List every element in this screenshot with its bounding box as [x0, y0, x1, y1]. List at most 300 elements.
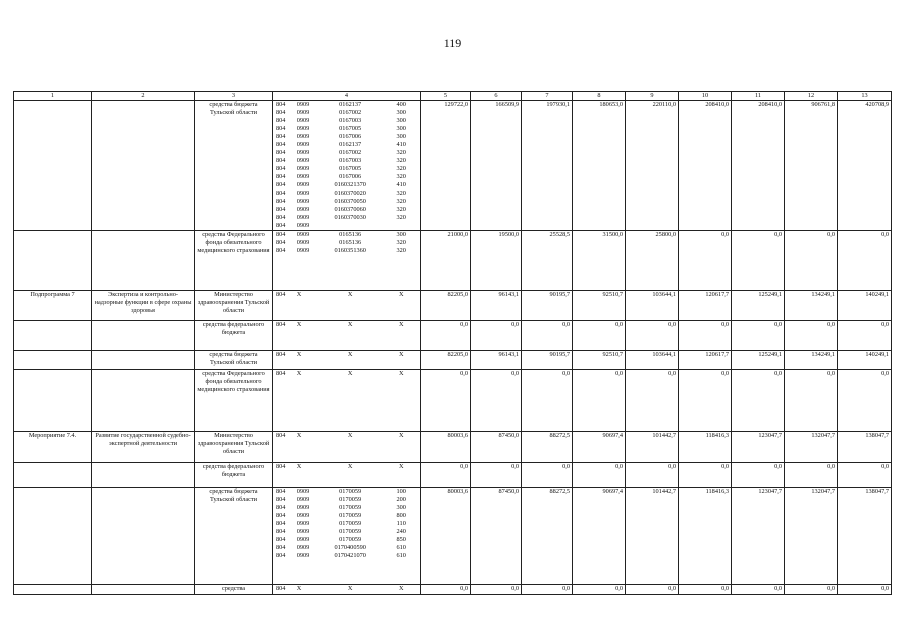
amount-cell: 92510,7	[573, 291, 626, 321]
source-cell: Министерство здравоохранения Тульской области	[195, 432, 273, 463]
amount-cell: 80003,6	[421, 488, 471, 585]
source-cell: средства бюджета Тульской области	[195, 351, 273, 370]
amount-cell: 197930,1	[522, 101, 573, 231]
budget-code-cell	[273, 463, 421, 488]
amount-cell: 19500,0	[471, 231, 522, 291]
grbs-code: 804	[276, 133, 286, 141]
section-code: 0909	[296, 496, 310, 504]
target-article-code: 0162137	[339, 141, 362, 149]
section-code: 0909	[296, 221, 310, 229]
amount-cell: 208410,0	[679, 101, 732, 231]
header-cell: 13	[838, 92, 892, 101]
target-article-code-column	[316, 291, 385, 299]
target-article-code-column	[316, 351, 385, 359]
amount-cell: 87450,0	[471, 432, 522, 463]
expense-type-code: X	[398, 351, 404, 358]
amount-cell: 0,0	[626, 370, 679, 432]
target-article-code-column	[316, 370, 385, 378]
target-article-code: 0160351360	[334, 247, 366, 255]
amount-cell: 96143,1	[471, 351, 522, 370]
section-code-column	[297, 585, 316, 593]
amount-cell: 125249,1	[732, 351, 785, 370]
amount-cell: 0,0	[522, 370, 573, 432]
budget-code-cell	[273, 432, 421, 463]
amount-cell: 0,0	[785, 463, 838, 488]
amount-cell: 101442,7	[626, 488, 679, 585]
header-cell: 6	[471, 92, 522, 101]
amount-cell: 0,0	[732, 370, 785, 432]
expense-type-code: 410	[396, 141, 406, 149]
table-row	[14, 101, 892, 231]
target-article-code-column	[316, 432, 385, 440]
section-code: 0909	[296, 101, 310, 108]
grbs-code-column	[275, 463, 297, 471]
amount-cell: 90195,7	[522, 291, 573, 321]
grbs-code: 804	[276, 165, 286, 173]
grbs-code: 804	[276, 205, 286, 213]
header-cell: 8	[573, 92, 626, 101]
grbs-code-column	[275, 101, 297, 230]
target-article-code: 0170421070	[334, 552, 366, 560]
expense-type-code: 610	[396, 552, 406, 560]
grbs-code: 804	[276, 197, 286, 205]
section-code: 0909	[296, 213, 310, 221]
expense-type-code: 320	[396, 165, 406, 173]
grbs-code: 804	[276, 463, 286, 470]
program-cell: Подпрограмма 7	[14, 291, 92, 321]
name-cell	[92, 321, 195, 351]
expense-type-code-column	[384, 351, 418, 359]
grbs-code-column	[275, 291, 297, 299]
section-code: 0909	[296, 149, 310, 157]
grbs-code-column	[275, 351, 297, 359]
program-cell	[14, 488, 92, 585]
target-article-code: X	[347, 585, 353, 592]
amount-cell: 103644,1	[626, 291, 679, 321]
section-code-column	[297, 432, 316, 440]
grbs-code: 804	[276, 109, 286, 117]
header-cell: 4	[273, 92, 421, 101]
expense-type-code: 300	[396, 125, 406, 133]
budget-code-group	[275, 101, 418, 230]
section-code: X	[296, 291, 302, 298]
section-code-column	[297, 463, 316, 471]
grbs-code: 804	[276, 101, 286, 108]
expense-type-code: 850	[396, 536, 406, 544]
budget-code-cell	[273, 370, 421, 432]
amount-cell: 0,0	[626, 463, 679, 488]
expense-type-code: 320	[396, 157, 406, 165]
amount-cell: 87450,0	[471, 488, 522, 585]
section-code-column	[297, 231, 316, 255]
expense-type-code: 320	[396, 173, 406, 181]
target-article-code-column	[316, 463, 385, 471]
section-code: 0909	[296, 247, 310, 255]
expense-type-code: X	[398, 463, 404, 470]
program-cell	[14, 370, 92, 432]
amount-cell: 138047,7	[838, 488, 892, 585]
budget-code-group	[275, 231, 418, 255]
amount-cell: 129722,0	[421, 101, 471, 231]
section-code: 0909	[296, 520, 310, 528]
budget-code-group	[275, 321, 418, 329]
amount-cell: 134249,1	[785, 291, 838, 321]
header-cell: 10	[679, 92, 732, 101]
expense-type-code	[384, 222, 418, 230]
grbs-code: 804	[276, 149, 286, 157]
expense-type-code-column	[384, 488, 418, 560]
section-code-column	[297, 488, 316, 560]
name-cell	[92, 585, 195, 595]
amount-cell: 180653,0	[573, 101, 626, 231]
amount-cell: 90697,4	[573, 432, 626, 463]
amount-cell: 0,0	[471, 463, 522, 488]
section-code: 0909	[296, 239, 310, 247]
amount-cell: 0,0	[522, 463, 573, 488]
grbs-code: 804	[276, 189, 286, 197]
grbs-code: 804	[276, 528, 286, 536]
grbs-code: 804	[276, 125, 286, 133]
target-article-code: 0167002	[339, 149, 362, 157]
header-cell: 11	[732, 92, 785, 101]
budget-code-group	[275, 351, 418, 359]
section-code: 0909	[296, 552, 310, 560]
budget-code-cell	[273, 351, 421, 370]
budget-code-group	[275, 488, 418, 560]
expense-type-code: 300	[396, 117, 406, 125]
program-cell	[14, 101, 92, 231]
expense-type-code: 300	[396, 504, 406, 512]
amount-cell: 0,0	[785, 585, 838, 595]
amount-cell: 132047,7	[785, 488, 838, 585]
amount-cell: 132047,7	[785, 432, 838, 463]
amount-cell: 0,0	[626, 585, 679, 595]
expense-type-code: 320	[396, 149, 406, 157]
target-article-code: 0170059	[339, 528, 362, 536]
amount-cell: 0,0	[573, 370, 626, 432]
header-cell: 12	[785, 92, 838, 101]
grbs-code: 804	[276, 585, 286, 592]
expense-type-code: 240	[396, 528, 406, 536]
grbs-code: 804	[276, 213, 286, 221]
expense-type-code-column	[384, 291, 418, 299]
expense-type-code: 320	[396, 197, 406, 205]
amount-cell: 0,0	[471, 585, 522, 595]
table-row	[14, 351, 892, 370]
target-article-code: 0160370050	[334, 197, 366, 205]
section-code: 0909	[296, 205, 310, 213]
section-code: 0909	[296, 512, 310, 520]
amount-cell: 0,0	[838, 370, 892, 432]
amount-cell: 0,0	[679, 463, 732, 488]
table-row	[14, 463, 892, 488]
amount-cell: 0,0	[679, 231, 732, 291]
grbs-code: 804	[276, 351, 286, 358]
expense-type-code: 610	[396, 544, 406, 552]
grbs-code: 804	[276, 239, 286, 247]
table-row	[14, 432, 892, 463]
section-code: 0909	[296, 488, 310, 495]
program-cell	[14, 463, 92, 488]
amount-cell: 134249,1	[785, 351, 838, 370]
target-article-code: 0167006	[339, 133, 362, 141]
expense-type-code-column	[384, 463, 418, 471]
amount-cell: 92510,7	[573, 351, 626, 370]
grbs-code: 804	[276, 552, 286, 560]
program-cell	[14, 585, 92, 595]
expense-type-code-column	[384, 101, 418, 230]
target-article-code: 0160370020	[334, 189, 366, 197]
target-article-code: 0170059	[339, 512, 362, 520]
grbs-code: 804	[276, 520, 286, 528]
expense-type-code: X	[398, 370, 404, 377]
amount-cell: 166509,9	[471, 101, 522, 231]
page-number: 119	[443, 36, 462, 50]
header-cell: 5	[421, 92, 471, 101]
amount-cell: 125249,1	[732, 291, 785, 321]
target-article-code: 0160321370	[334, 181, 366, 189]
section-code: X	[296, 351, 302, 358]
amount-cell: 90697,4	[573, 488, 626, 585]
amount-cell: 21000,0	[421, 231, 471, 291]
table-body	[14, 101, 892, 595]
budget-code-cell	[273, 321, 421, 351]
section-code: 0909	[296, 528, 310, 536]
grbs-code: 804	[276, 181, 286, 189]
target-article-code: 0170059	[339, 520, 362, 528]
source-cell: Министерство здравоохранения Тульской области	[195, 291, 273, 321]
amount-cell: 420708,9	[838, 101, 892, 231]
budget-code-cell	[273, 101, 421, 231]
grbs-code-column	[275, 231, 297, 255]
section-code: 0909	[296, 141, 310, 149]
section-code-column	[297, 351, 316, 359]
target-article-code: 0170059	[339, 496, 362, 504]
source-cell: средства	[195, 585, 273, 595]
budget-table	[13, 91, 892, 595]
budget-code-cell	[273, 585, 421, 595]
grbs-code: 804	[276, 496, 286, 504]
expense-type-code: X	[398, 321, 404, 328]
section-code: 0909	[296, 504, 310, 512]
amount-cell: 123047,7	[732, 432, 785, 463]
target-article-code: 0167005	[339, 125, 362, 133]
grbs-code-column	[275, 370, 297, 378]
expense-type-code: 300	[396, 231, 406, 238]
grbs-code: 804	[276, 321, 286, 328]
target-article-code: X	[347, 432, 353, 439]
amount-cell: 220110,0	[626, 101, 679, 231]
name-cell	[92, 351, 195, 370]
name-cell	[92, 488, 195, 585]
grbs-code: 804	[276, 488, 286, 495]
grbs-code: 804	[276, 432, 286, 439]
target-article-code-column	[316, 101, 385, 230]
grbs-code: 804	[276, 141, 286, 149]
section-code: 0909	[296, 133, 310, 141]
amount-cell: 0,0	[679, 585, 732, 595]
target-article-code: 0170059	[339, 488, 362, 495]
grbs-code: 804	[276, 221, 286, 229]
section-code: 0909	[296, 109, 310, 117]
target-article-code: X	[347, 463, 353, 470]
expense-type-code: 300	[396, 109, 406, 117]
target-article-code: 0167006	[339, 173, 362, 181]
section-code-column	[297, 101, 316, 230]
amount-cell: 0,0	[522, 585, 573, 595]
program-cell	[14, 321, 92, 351]
name-cell	[92, 231, 195, 291]
amount-cell: 0,0	[838, 321, 892, 351]
grbs-code: 804	[276, 370, 286, 377]
section-code: 0909	[296, 165, 310, 173]
table-row	[14, 370, 892, 432]
section-code-column	[297, 321, 316, 329]
grbs-code: 804	[276, 512, 286, 520]
budget-code-cell	[273, 291, 421, 321]
section-code: 0909	[296, 231, 310, 238]
grbs-code: 804	[276, 117, 286, 125]
amount-cell: 120617,7	[679, 291, 732, 321]
grbs-code: 804	[276, 291, 286, 298]
target-article-code: 0160370030	[334, 213, 366, 221]
section-code: X	[296, 463, 302, 470]
program-cell: Мероприятие 7.4.	[14, 432, 92, 463]
grbs-code: 804	[276, 247, 286, 255]
header-cell: 1	[14, 92, 92, 101]
amount-cell: 0,0	[471, 321, 522, 351]
section-code: X	[296, 585, 302, 592]
amount-cell: 0,0	[785, 321, 838, 351]
expense-type-code-column	[384, 231, 418, 255]
target-article-code-column	[316, 321, 385, 329]
amount-cell: 0,0	[785, 370, 838, 432]
amount-cell: 0,0	[421, 585, 471, 595]
name-cell	[92, 370, 195, 432]
amount-cell: 103644,1	[626, 351, 679, 370]
grbs-code-column	[275, 321, 297, 329]
amount-cell: 0,0	[732, 231, 785, 291]
table-row	[14, 321, 892, 351]
source-cell: средства федерального бюджета	[195, 321, 273, 351]
amount-cell: 0,0	[522, 321, 573, 351]
amount-cell: 0,0	[679, 370, 732, 432]
amount-cell: 120617,7	[679, 351, 732, 370]
amount-cell: 123047,7	[732, 488, 785, 585]
target-article-code: 0162137	[339, 101, 362, 108]
grbs-code: 804	[276, 504, 286, 512]
table-row	[14, 585, 892, 595]
amount-cell: 80003,6	[421, 432, 471, 463]
section-code: 0909	[296, 181, 310, 189]
name-cell	[92, 463, 195, 488]
name-cell: Развитие государственной судебно-экспертной деятельности	[92, 432, 195, 463]
expense-type-code: 110	[396, 520, 406, 528]
section-code: 0909	[296, 544, 310, 552]
grbs-code: 804	[276, 536, 286, 544]
amount-cell: 0,0	[573, 463, 626, 488]
target-article-code-column	[316, 488, 385, 560]
target-article-code-column	[316, 231, 385, 255]
amount-cell: 906761,8	[785, 101, 838, 231]
program-cell	[14, 351, 92, 370]
section-code: 0909	[296, 189, 310, 197]
program-cell	[14, 231, 92, 291]
expense-type-code: 320	[396, 239, 406, 247]
source-cell: средства федерального бюджета	[195, 463, 273, 488]
target-article-code: 0167003	[339, 157, 362, 165]
target-article-code: X	[347, 321, 353, 328]
source-cell: средства бюджета Тульской области	[195, 101, 273, 231]
expense-type-code: 320	[396, 213, 406, 221]
expense-type-code: 300	[396, 133, 406, 141]
grbs-code-column	[275, 488, 297, 560]
amount-cell: 0,0	[732, 321, 785, 351]
target-article-code: X	[347, 291, 353, 298]
amount-cell: 0,0	[838, 231, 892, 291]
expense-type-code: 320	[396, 247, 406, 255]
grbs-code: 804	[276, 231, 286, 238]
amount-cell: 0,0	[573, 321, 626, 351]
amount-cell: 0,0	[679, 321, 732, 351]
expense-type-code: 320	[396, 189, 406, 197]
target-article-code-column	[316, 585, 385, 593]
budget-code-group	[275, 291, 418, 299]
amount-cell: 140249,1	[838, 291, 892, 321]
section-code: 0909	[296, 157, 310, 165]
amount-cell: 208410,0	[732, 101, 785, 231]
header-cell: 9	[626, 92, 679, 101]
expense-type-code: 200	[396, 496, 406, 504]
amount-cell: 88272,5	[522, 432, 573, 463]
name-cell	[92, 101, 195, 231]
amount-cell: 90195,7	[522, 351, 573, 370]
expense-type-code: 410	[396, 181, 406, 189]
amount-cell: 118416,3	[679, 432, 732, 463]
budget-code-cell	[273, 488, 421, 585]
budget-code-group	[275, 370, 418, 378]
amount-cell: 31500,0	[573, 231, 626, 291]
target-article-code: 0165136	[339, 239, 362, 247]
table-row	[14, 488, 892, 585]
grbs-code: 804	[276, 544, 286, 552]
target-article-code: 0167005	[339, 165, 362, 173]
amount-cell: 0,0	[421, 370, 471, 432]
grbs-code-column	[275, 585, 297, 593]
source-cell: средства Федерального фонда обязательного медицинского страхования	[195, 231, 273, 291]
grbs-code: 804	[276, 157, 286, 165]
header-cell: 7	[522, 92, 573, 101]
amount-cell: 0,0	[732, 463, 785, 488]
section-code-column	[297, 370, 316, 378]
amount-cell: 0,0	[785, 231, 838, 291]
expense-type-code: 800	[396, 512, 406, 520]
section-code-column	[297, 291, 316, 299]
budget-code-group	[275, 463, 418, 471]
target-article-code: 0160370060	[334, 205, 366, 213]
amount-cell: 0,0	[573, 585, 626, 595]
budget-code-group	[275, 432, 418, 440]
amount-cell: 0,0	[471, 370, 522, 432]
amount-cell: 25800,0	[626, 231, 679, 291]
amount-cell: 88272,5	[522, 488, 573, 585]
amount-cell: 118416,3	[679, 488, 732, 585]
budget-code-cell	[273, 231, 421, 291]
expense-type-code: 100	[396, 488, 406, 495]
target-article-code: 0167002	[339, 109, 362, 117]
amount-cell: 0,0	[421, 463, 471, 488]
section-code: 0909	[296, 536, 310, 544]
